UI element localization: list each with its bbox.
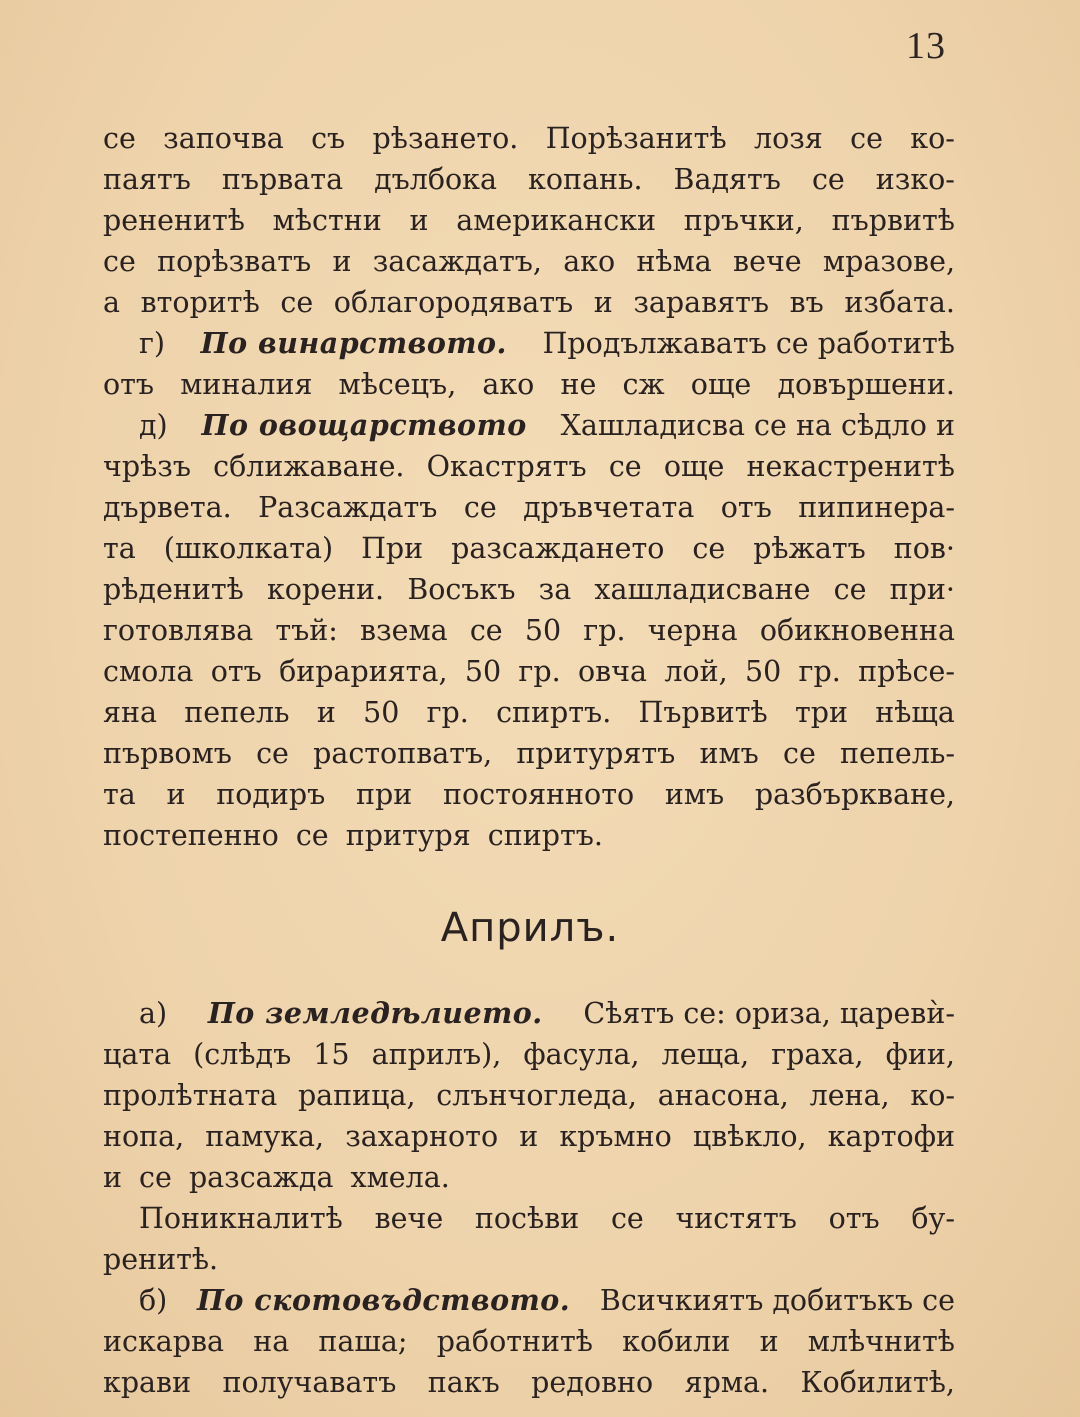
text-line: та и подиръ при постоянното имъ разбъркване, [103, 778, 955, 811]
text-line: постепенно се притуря спиртъ. [103, 819, 603, 852]
item-d-first-line [103, 405, 955, 446]
item-a-marker: а) [139, 997, 168, 1030]
text-line: дървета. Разсаждатъ се дръвчетата отъ пипинера- [103, 491, 955, 524]
text-line: рѣденитѣ корени. Восъкъ за хашладисване се при· [103, 573, 955, 606]
text-line: чрѣзъ сближаване. Окастрятъ се още некастренитѣ [103, 450, 955, 483]
page-number: 13 [906, 25, 946, 67]
item-d-title: По овощарството [201, 408, 527, 442]
item-g-text: Продължаватъ се работитѣ [542, 327, 955, 360]
text-line: се порѣзватъ и засаждатъ, ако нѣма вече мразове, [103, 245, 955, 278]
item-d-marker: д) [139, 409, 168, 442]
weeds-paragraph-first-line: Поникналитѣ вече посѣви се чистятъ отъ бу- [139, 1202, 955, 1235]
item-a-title: По земледѣлието. [207, 996, 543, 1030]
month-heading: Априлъ. [440, 905, 620, 951]
item-b-text: Всичкиятъ добитъкъ се [599, 1284, 955, 1317]
item-a-text: Сѣятъ се: ориза, царевѝ- [583, 997, 955, 1030]
item-d-text: Хашладисва се на сѣдло и [560, 409, 955, 442]
item-b-title: По скотовъдството. [196, 1283, 571, 1317]
text-line: крави получаватъ пакъ редовно ярма. Кобилитѣ, [103, 1366, 955, 1399]
text-line: искарва на паша; работнитѣ кобили и млѣчнитѣ [103, 1325, 955, 1358]
text-line: рененитѣ мѣстни и американски пръчки, първитѣ [103, 204, 955, 237]
text-line: та (школката) При разсаждането се рѣжатъ пов· [103, 532, 955, 565]
item-b-marker: б) [139, 1284, 168, 1317]
text-line: отъ миналия мѣсецъ, ако не сж още довършени. [103, 368, 955, 401]
text-line: паятъ първата дълбока копань. Вадятъ се изко- [103, 163, 955, 196]
item-g-marker: г) [139, 327, 166, 360]
text-line: нопа, памука, захарното и кръмно цвѣкло, картофи [103, 1120, 955, 1153]
item-g-title: По винарството. [200, 326, 507, 360]
item-a-first-line [103, 993, 955, 1034]
text-line: се започва съ рѣзането. Порѣзанитѣ лозя се ко- [103, 122, 955, 155]
text-line: цата (слѣдъ 15 априлъ), фасула, леща, граха, фии, [103, 1038, 955, 1071]
april-text [103, 993, 955, 1403]
text-line: ренитѣ. [103, 1243, 219, 1276]
march-continued-text [103, 118, 955, 856]
text-line: готовлява тъй: взема се 50 гр. черна обикновенна [103, 614, 955, 647]
text-line: а вторитѣ се облагородяватъ и заравятъ въ избата. [103, 286, 955, 319]
text-line: първомъ се растопватъ, притурятъ имъ се пепель- [103, 737, 955, 770]
item-b-first-line [103, 1280, 955, 1321]
text-line: яна пепель и 50 гр. спиртъ. Първитѣ три нѣща [103, 696, 955, 729]
text-line: и се разсажда хмела. [103, 1161, 450, 1194]
text-line: смола отъ бирарията, 50 гр. овча лой, 50 гр. прѣсе- [103, 655, 955, 688]
item-g-first-line [103, 323, 955, 364]
text-line: пролѣтната рапица, слънчогледа, анасона, лена, ко- [103, 1079, 955, 1112]
